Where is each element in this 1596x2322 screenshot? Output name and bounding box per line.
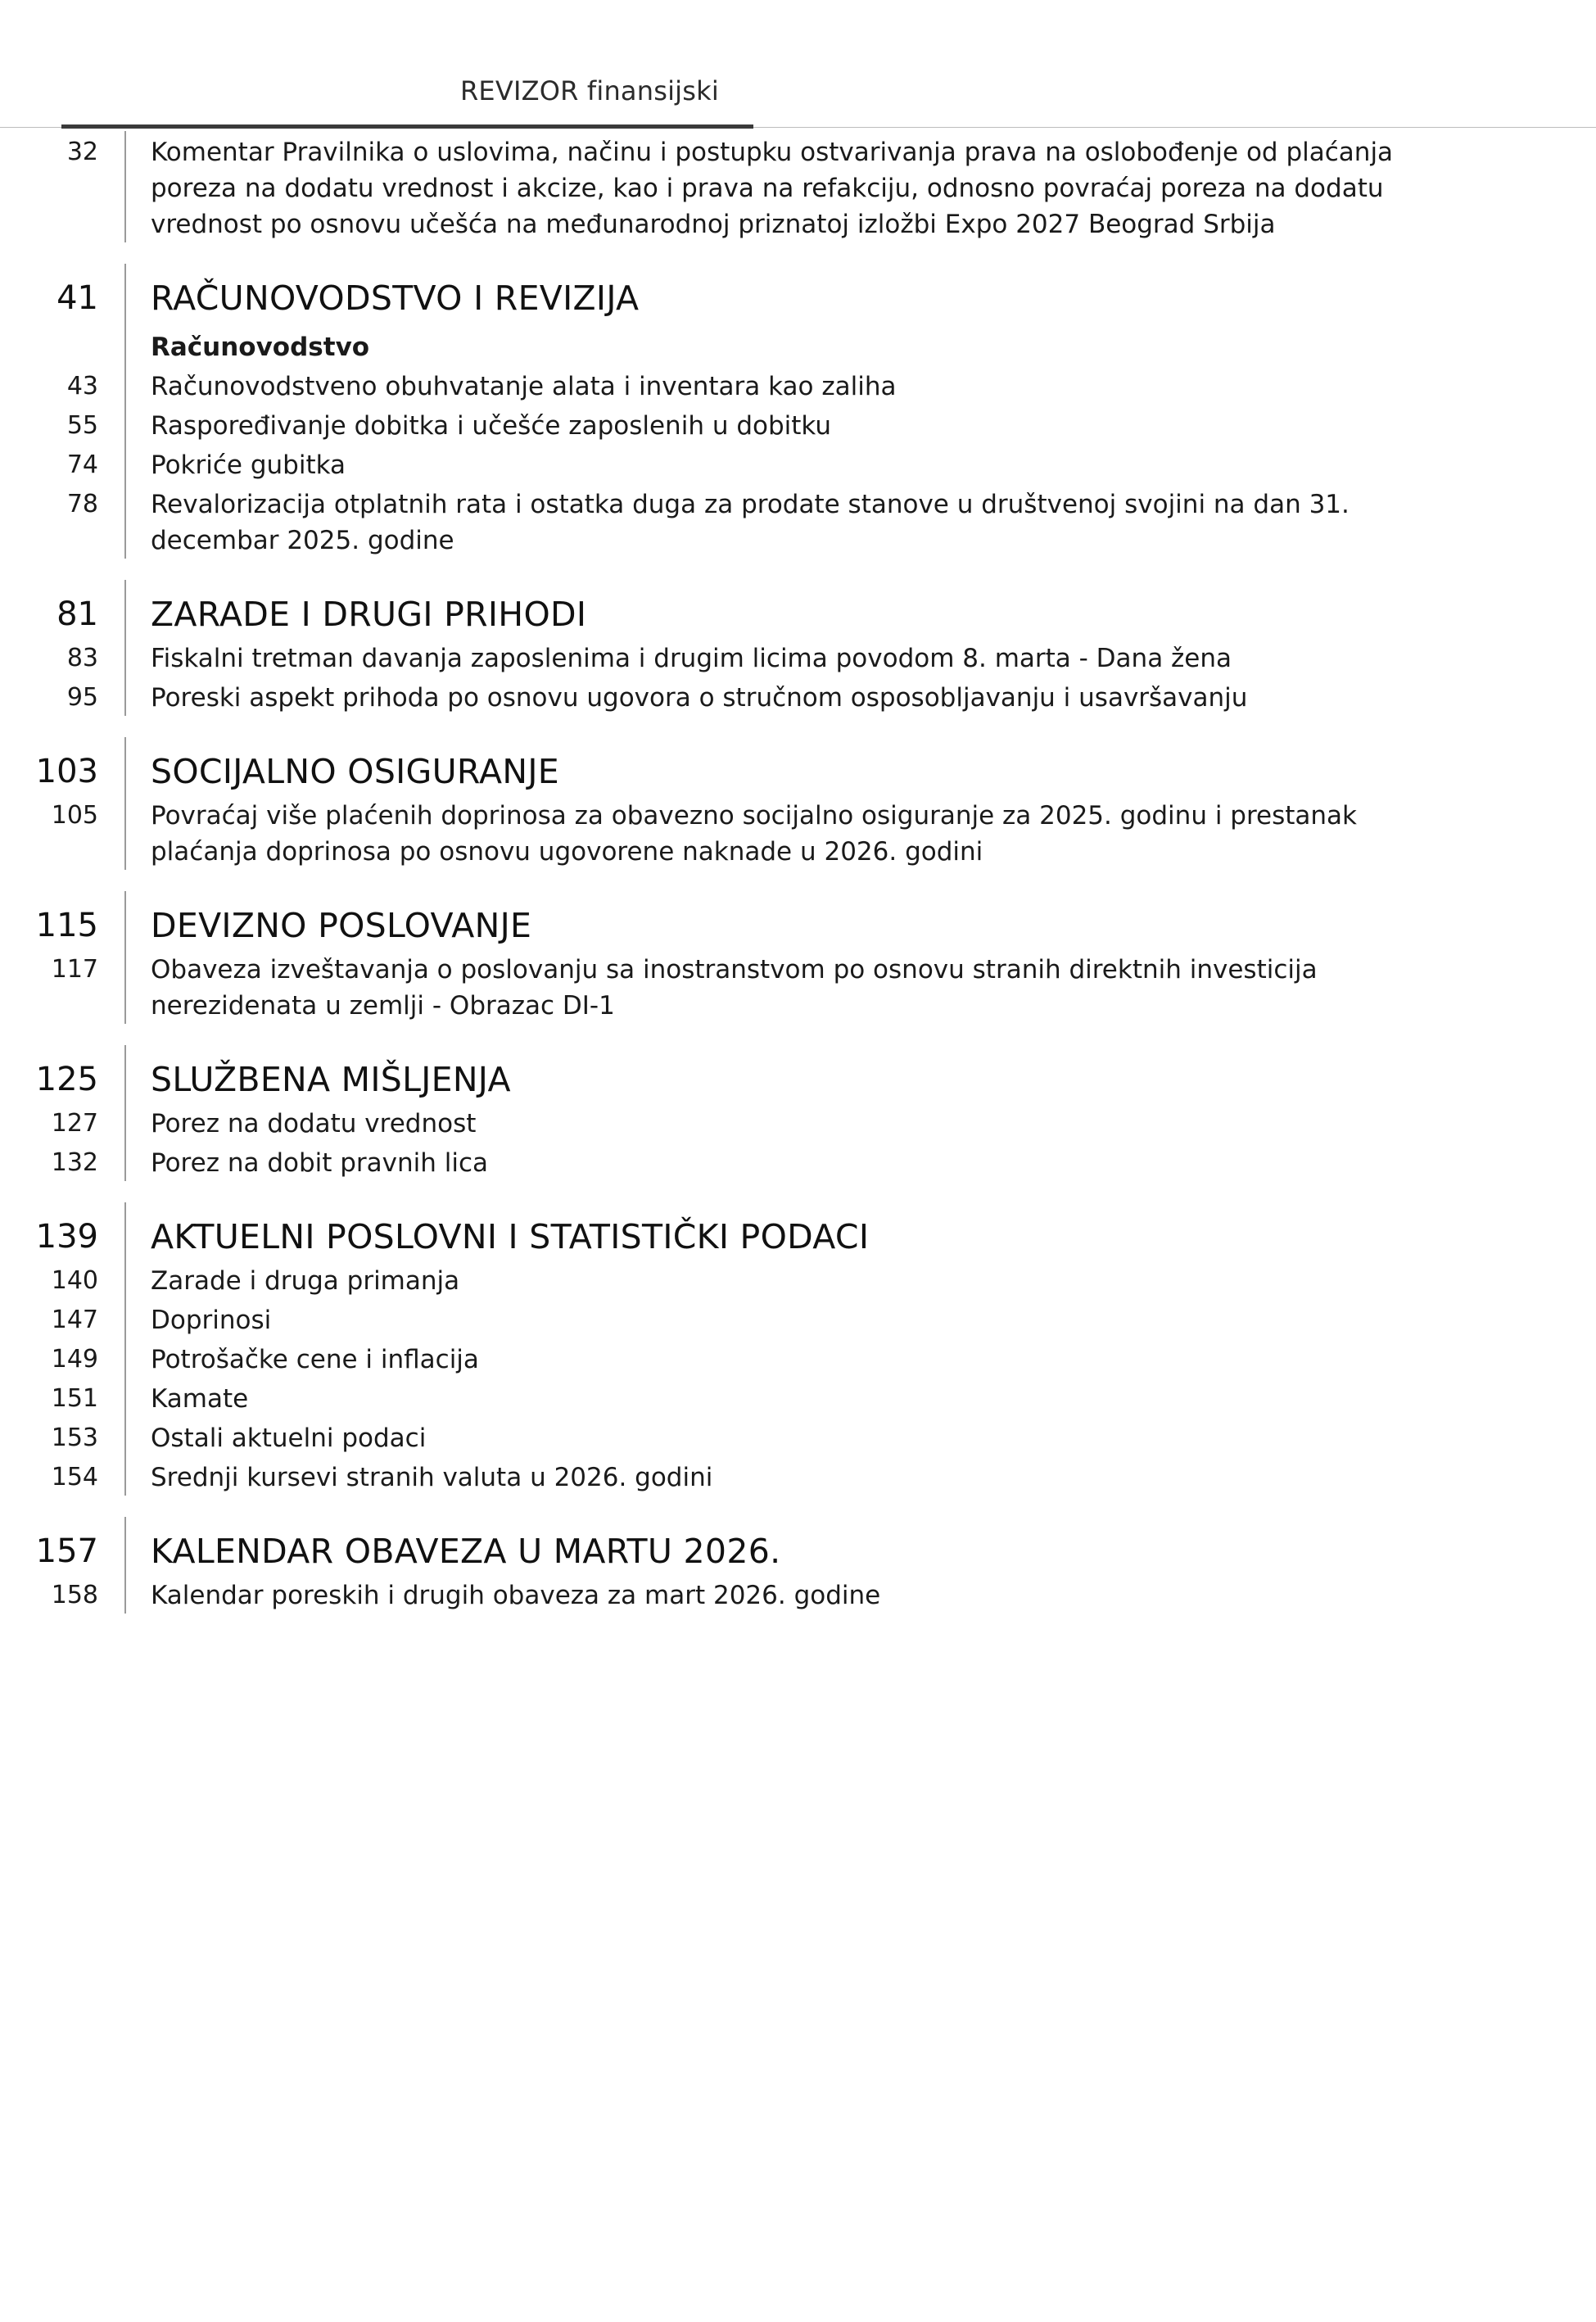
toc-entry-row[interactable] <box>0 1102 1596 1142</box>
toc-section-row[interactable] <box>0 1202 1596 1260</box>
toc-entry-title: Porez na dobit pravnih lica <box>151 1148 489 1178</box>
page-header <box>0 0 1596 131</box>
toc-spacer <box>0 1181 1596 1202</box>
toc-section-row[interactable] <box>0 1517 1596 1574</box>
toc-page-number: 147 <box>51 1306 98 1334</box>
toc-section-row[interactable] <box>0 580 1596 637</box>
toc-entry-title: Poreski aspekt prihoda po osnovu ugovora o stručnom osposobljavanju i usavršavanju <box>151 683 1248 713</box>
toc-column-divider <box>98 794 151 870</box>
toc-entry-title: Kalendar poreskih i drugih obaveza za mart 2026. godine <box>151 1581 881 1610</box>
toc-entry-row[interactable] <box>0 1338 1596 1378</box>
toc-spacer <box>0 1024 1596 1045</box>
toc-entry-title: Raspoređivanje dobitka i učešće zaposlenih u dobitku <box>151 411 832 441</box>
toc-column-divider <box>98 737 151 794</box>
toc-entry-title: RAČUNOVODSTVO I REVIZIJA <box>151 278 640 318</box>
toc-page-number: 154 <box>51 1463 98 1491</box>
toc-page-number: 132 <box>51 1148 98 1177</box>
toc-page-number: 105 <box>51 801 98 830</box>
toc-column-divider <box>98 1299 151 1338</box>
toc-column-divider <box>98 264 151 321</box>
toc-page-number: 127 <box>51 1109 98 1138</box>
toc-page-number: 32 <box>66 138 98 166</box>
toc-entry-title: KALENDAR OBAVEZA U MARTU 2026. <box>151 1532 781 1571</box>
toc-entry-title: DEVIZNO POSLOVANJE <box>151 906 532 945</box>
toc-page-number: 117 <box>51 955 98 984</box>
toc-entry-row[interactable] <box>0 405 1596 444</box>
toc-page-number: 103 <box>35 753 98 790</box>
toc-column-divider <box>98 1260 151 1299</box>
toc-page-number: 81 <box>57 595 98 633</box>
toc-page-number: 157 <box>35 1532 98 1570</box>
toc-column-divider <box>98 1456 151 1496</box>
toc-column-divider <box>98 891 151 948</box>
toc-entry-row[interactable] <box>0 948 1596 1024</box>
toc-entry-title: Srednji kursevi stranih valuta u 2026. godini <box>151 1463 713 1492</box>
toc-page-number: 153 <box>51 1424 98 1452</box>
toc-column-divider <box>98 365 151 405</box>
toc-page-number: 149 <box>51 1345 98 1374</box>
toc-entry-row[interactable] <box>0 365 1596 405</box>
toc-column-divider <box>98 1202 151 1260</box>
toc-column-divider <box>98 321 151 365</box>
toc-page-number: 43 <box>66 372 98 401</box>
toc-entry-title: Porez na dodatu vrednost <box>151 1109 477 1138</box>
toc-entry-row[interactable] <box>0 1456 1596 1496</box>
toc-entry-row[interactable] <box>0 677 1596 716</box>
toc-page-number: 158 <box>51 1581 98 1609</box>
toc-entry-title: SOCIJALNO OSIGURANJE <box>151 752 559 791</box>
toc-entry-title: Ostali aktuelni podaci <box>151 1424 427 1453</box>
toc-column-divider <box>98 131 151 242</box>
toc-page-number: 95 <box>66 683 98 712</box>
toc-page-number: 83 <box>66 644 98 672</box>
toc-column-divider <box>98 405 151 444</box>
toc-entry-title: Fiskalni tretman davanja zaposlenima i drugim licima povodom 8. marta - Dana žena <box>151 644 1232 673</box>
toc-entry-row[interactable] <box>0 1574 1596 1614</box>
toc-spacer <box>0 716 1596 737</box>
toc-spacer <box>0 559 1596 580</box>
toc-entry-title: Računovodstvo <box>151 333 370 362</box>
toc-entry-title: Obaveza izveštavanja o poslovanju sa inostranstvom po osnovu stranih direktnih investicija nerezidenata u zemlji - Obrazac DI-1 <box>151 955 1318 1021</box>
toc-page-number: 78 <box>66 490 98 518</box>
toc-page-number: 125 <box>35 1061 98 1098</box>
header-rule-thick <box>61 124 753 129</box>
toc-entry-row[interactable] <box>0 1417 1596 1456</box>
toc-entry-title: Komentar Pravilnika o uslovima, načinu i postupku ostvarivanja prava na oslobođenje od plaćanja poreza na dodatu vrednost i akcize, kao i prava na refakciju, odnosno povraćaj poreza na dodatu vrednost po osnovu učešća na međunarodnoj priznatoj izložbi Expo 2027 Beograd Srbija <box>151 138 1394 239</box>
toc-entry-title: Računovodstveno obuhvatanje alata i inventara kao zaliha <box>151 372 897 401</box>
page-title: REVIZOR finansijski <box>460 75 719 106</box>
toc-entry-title: Doprinosi <box>151 1306 272 1335</box>
toc-column-divider <box>98 1142 151 1181</box>
toc-entry-row[interactable] <box>0 1142 1596 1181</box>
toc-subheading-row[interactable] <box>0 321 1596 365</box>
toc-entry-row[interactable] <box>0 794 1596 870</box>
toc-column-divider <box>98 677 151 716</box>
toc-entry-title: Revalorizacija otplatnih rata i ostatka duga za prodate stanove u društvenoj svojini na dan 31. decembar 2025. godine <box>151 490 1350 555</box>
toc-section-row[interactable] <box>0 1045 1596 1102</box>
toc-column-divider <box>98 1417 151 1456</box>
toc-entry-title: AKTUELNI POSLOVNI I STATISTIČKI PODACI <box>151 1217 870 1256</box>
toc-column-divider <box>98 1338 151 1378</box>
toc-column-divider <box>98 483 151 559</box>
toc-column-divider <box>98 1517 151 1574</box>
toc-entry-title: ZARADE I DRUGI PRIHODI <box>151 595 587 634</box>
toc-section-row[interactable] <box>0 264 1596 321</box>
toc-page-number: 151 <box>51 1384 98 1413</box>
toc-spacer <box>0 1496 1596 1517</box>
toc-page-number: 55 <box>66 411 98 440</box>
toc-entry-row[interactable] <box>0 1378 1596 1417</box>
toc-entry-title: Pokriće gubitka <box>151 450 346 480</box>
toc-entry-title: Kamate <box>151 1384 249 1414</box>
toc-column-divider <box>98 1045 151 1102</box>
toc-entry-row[interactable] <box>0 483 1596 559</box>
toc-column-divider <box>98 1574 151 1614</box>
toc-entry-title: Povraćaj više plaćenih doprinosa za obavezno socijalno osiguranje za 2025. godinu i prestanak plaćanja doprinosa po osnovu ugovorene naknade u 2026. godini <box>151 801 1357 867</box>
toc-page-number: 41 <box>57 279 98 317</box>
toc-column-divider <box>98 637 151 677</box>
toc-column-divider <box>98 948 151 1024</box>
toc-spacer <box>0 242 1596 264</box>
toc-page-number: 139 <box>35 1218 98 1256</box>
toc-entry-row[interactable] <box>0 444 1596 483</box>
toc-page-number: 115 <box>35 907 98 944</box>
toc-entry-row[interactable] <box>0 131 1596 242</box>
toc-body <box>0 131 1596 1614</box>
toc-entry-row[interactable] <box>0 1260 1596 1299</box>
toc-column-divider <box>98 444 151 483</box>
toc-page-number: 140 <box>51 1266 98 1295</box>
toc-section-row[interactable] <box>0 891 1596 948</box>
toc-entry-title: Zarade i druga primanja <box>151 1266 460 1296</box>
toc-entry-title: SLUŽBENA MIŠLJENJA <box>151 1060 511 1099</box>
toc-column-divider <box>98 1378 151 1417</box>
toc-entry-row[interactable] <box>0 1299 1596 1338</box>
toc-spacer <box>0 870 1596 891</box>
toc-page-number: 74 <box>66 450 98 479</box>
toc-entry-row[interactable] <box>0 637 1596 677</box>
toc-section-row[interactable] <box>0 737 1596 794</box>
toc-column-divider <box>98 580 151 637</box>
toc-entry-title: Potrošačke cene i inflacija <box>151 1345 479 1374</box>
table-of-contents <box>0 131 1596 1614</box>
toc-column-divider <box>98 1102 151 1142</box>
